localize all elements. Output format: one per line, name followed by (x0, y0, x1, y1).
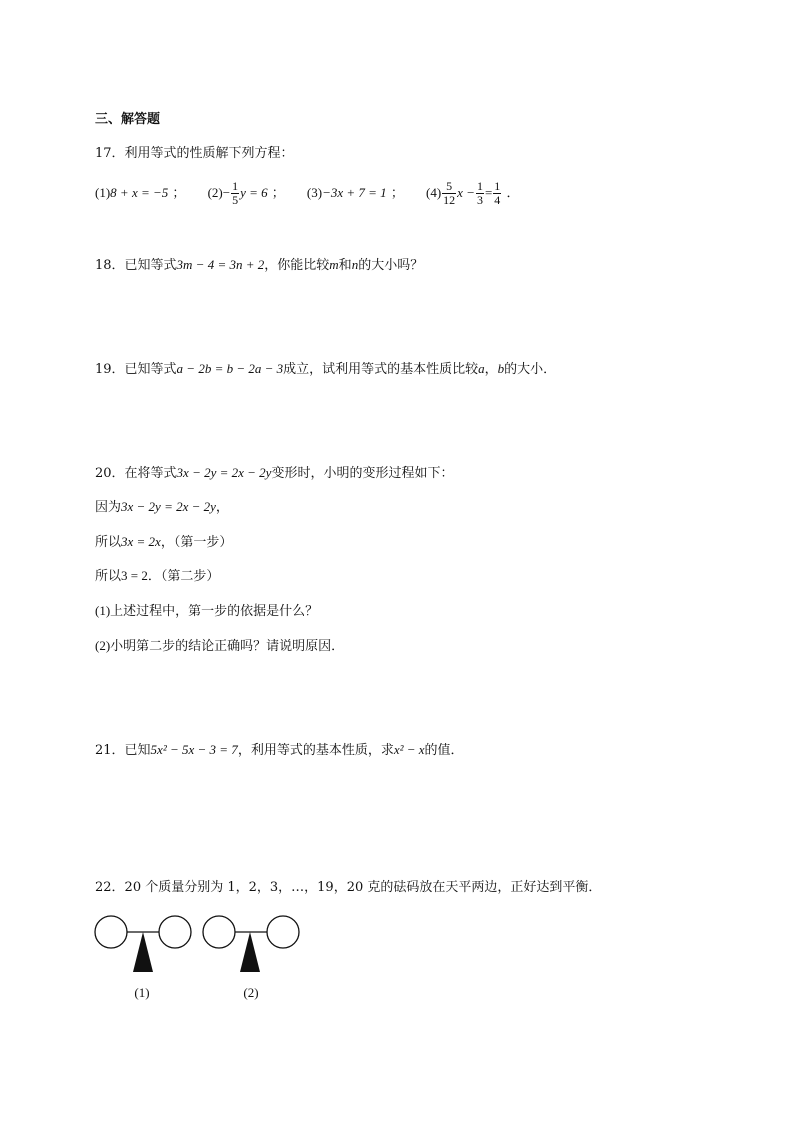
q20-l2-suffix: ，（第一步） (160, 535, 233, 550)
q17-p4-mid: x − (457, 185, 475, 200)
q20-l2-eq: 3x = 2x (121, 534, 161, 549)
q21-expression: x² − x (393, 742, 425, 757)
q17-p2-fraction (231, 180, 239, 207)
q20-prefix: 20．在将等式 (95, 466, 177, 481)
q19-comma: ， (484, 362, 498, 377)
q22-text: 22．20 个质量分别为 1，2，3，…，19，20 克的砝码放在天平两边，正好达到平衡． (95, 880, 602, 895)
q17-parts (95, 178, 519, 209)
q21-prefix: 21．已知 (95, 743, 151, 758)
q17-p4-fraction3 (493, 180, 501, 207)
right-pan-circle (159, 916, 191, 948)
q17-p4-label: (4) (425, 185, 442, 200)
q17-p4-num1: 5 (442, 180, 456, 194)
q18-suffix: 的大小吗？ (358, 258, 424, 273)
q21-equation: 5x² − 5x − 3 = 7 (150, 742, 238, 757)
q17-p4-fraction1 (442, 180, 456, 207)
q19-suffix: 的大小． (504, 362, 557, 377)
q17-p4-fraction2 (476, 180, 484, 207)
q19-var-b: b (497, 361, 505, 376)
q21 (95, 742, 464, 759)
q19-prefix: 19．已知等式 (95, 362, 177, 377)
q17-p4-den2: 3 (476, 193, 483, 207)
q20-l1-eq: 3x − 2y = 2x − 2y (121, 499, 216, 514)
q17-p4-eq: = (484, 185, 493, 200)
q17-end: ． (506, 186, 520, 201)
left-pan-circle (203, 916, 235, 948)
balance-figures (88, 908, 308, 1008)
q20-l1-prefix: 因为 (95, 500, 122, 515)
q18-prefix: 18．已知等式 (95, 258, 177, 273)
q17-p4-den3: 4 (494, 193, 501, 207)
q20-sub2-text: 小明第二步的结论正确吗？请说明原因． (110, 639, 345, 654)
left-pan-circle (95, 916, 127, 948)
q17-sep: ； (390, 186, 404, 201)
q20-stem (95, 465, 453, 482)
right-pan-circle (267, 916, 299, 948)
q17-p3-label: (3) (306, 185, 323, 200)
figure-2-label: (2) (243, 985, 259, 1000)
q18-and: 和 (338, 258, 352, 273)
q17-p2-minus: − (222, 185, 231, 200)
figure-1-label: (1) (134, 985, 150, 1000)
q17-sep: ； (172, 186, 186, 201)
q19 (95, 361, 556, 378)
q17-p1-label: (1) (95, 185, 111, 200)
q17-p2-den: 5 (232, 193, 239, 207)
q20-l2-prefix: 所以 (95, 535, 122, 550)
q21-suffix: 的值． (424, 743, 464, 758)
q21-mid: ，利用等式的基本性质，求 (237, 743, 394, 758)
q20-l3-prefix: 所以 (95, 569, 122, 584)
q18-var-m: m (329, 257, 339, 272)
balance-figure-2 (203, 916, 299, 1000)
q20-l3-eq: 3 = 2 (121, 568, 148, 583)
q20-sub1-text: 上述过程中，第一步的依据是什么？ (110, 604, 319, 619)
q17-p4-num3: 1 (494, 179, 501, 193)
q20-equation: 3x − 2y = 2x − 2y (176, 465, 272, 480)
q18-mid: ，你能比较 (264, 258, 330, 273)
q20-l3-suffix: ．（第二步） (147, 569, 220, 584)
q20-line3 (95, 568, 219, 585)
q19-var-a: a (478, 361, 485, 376)
fulcrum-triangle (133, 932, 153, 972)
q18-equation: 3m − 4 = 3n + 2 (176, 257, 265, 272)
q20-sub2 (95, 638, 344, 655)
q18-var-n: n (351, 257, 359, 272)
q18 (95, 257, 423, 274)
q20-sub2-label: (2) (95, 638, 111, 653)
q17-p2-rest: y = 6 (240, 185, 268, 200)
q19-equation: a − 2b = b − 2a − 3 (176, 361, 284, 376)
section-title: 三、解答题 (95, 112, 161, 127)
q19-mid: 成立，试利用等式的基本性质比较 (283, 362, 479, 377)
q17-p1-expr: 8 + x = −5 (110, 185, 169, 200)
q20-line2 (95, 534, 232, 551)
q17-p4-num2: 1 (476, 179, 483, 193)
q17-p2-num: 1 (232, 179, 239, 193)
q20-line1 (95, 499, 229, 516)
balance-figure-1 (95, 916, 191, 1000)
q20-sub1-label: (1) (95, 603, 111, 618)
q20-suffix: 变形时，小明的变形过程如下： (271, 466, 454, 481)
q17-p4-den1: 12 (443, 193, 456, 207)
q17-p2-label: (2) (207, 185, 223, 200)
fulcrum-triangle (240, 932, 260, 972)
q17-p3-expr: −3x + 7 = 1 (322, 185, 387, 200)
q17-sep: ； (271, 186, 285, 201)
q20-l1-suffix: ， (215, 500, 229, 515)
q20-sub1 (95, 603, 318, 620)
q17-stem: 17．利用等式的性质解下列方程： (95, 146, 294, 161)
